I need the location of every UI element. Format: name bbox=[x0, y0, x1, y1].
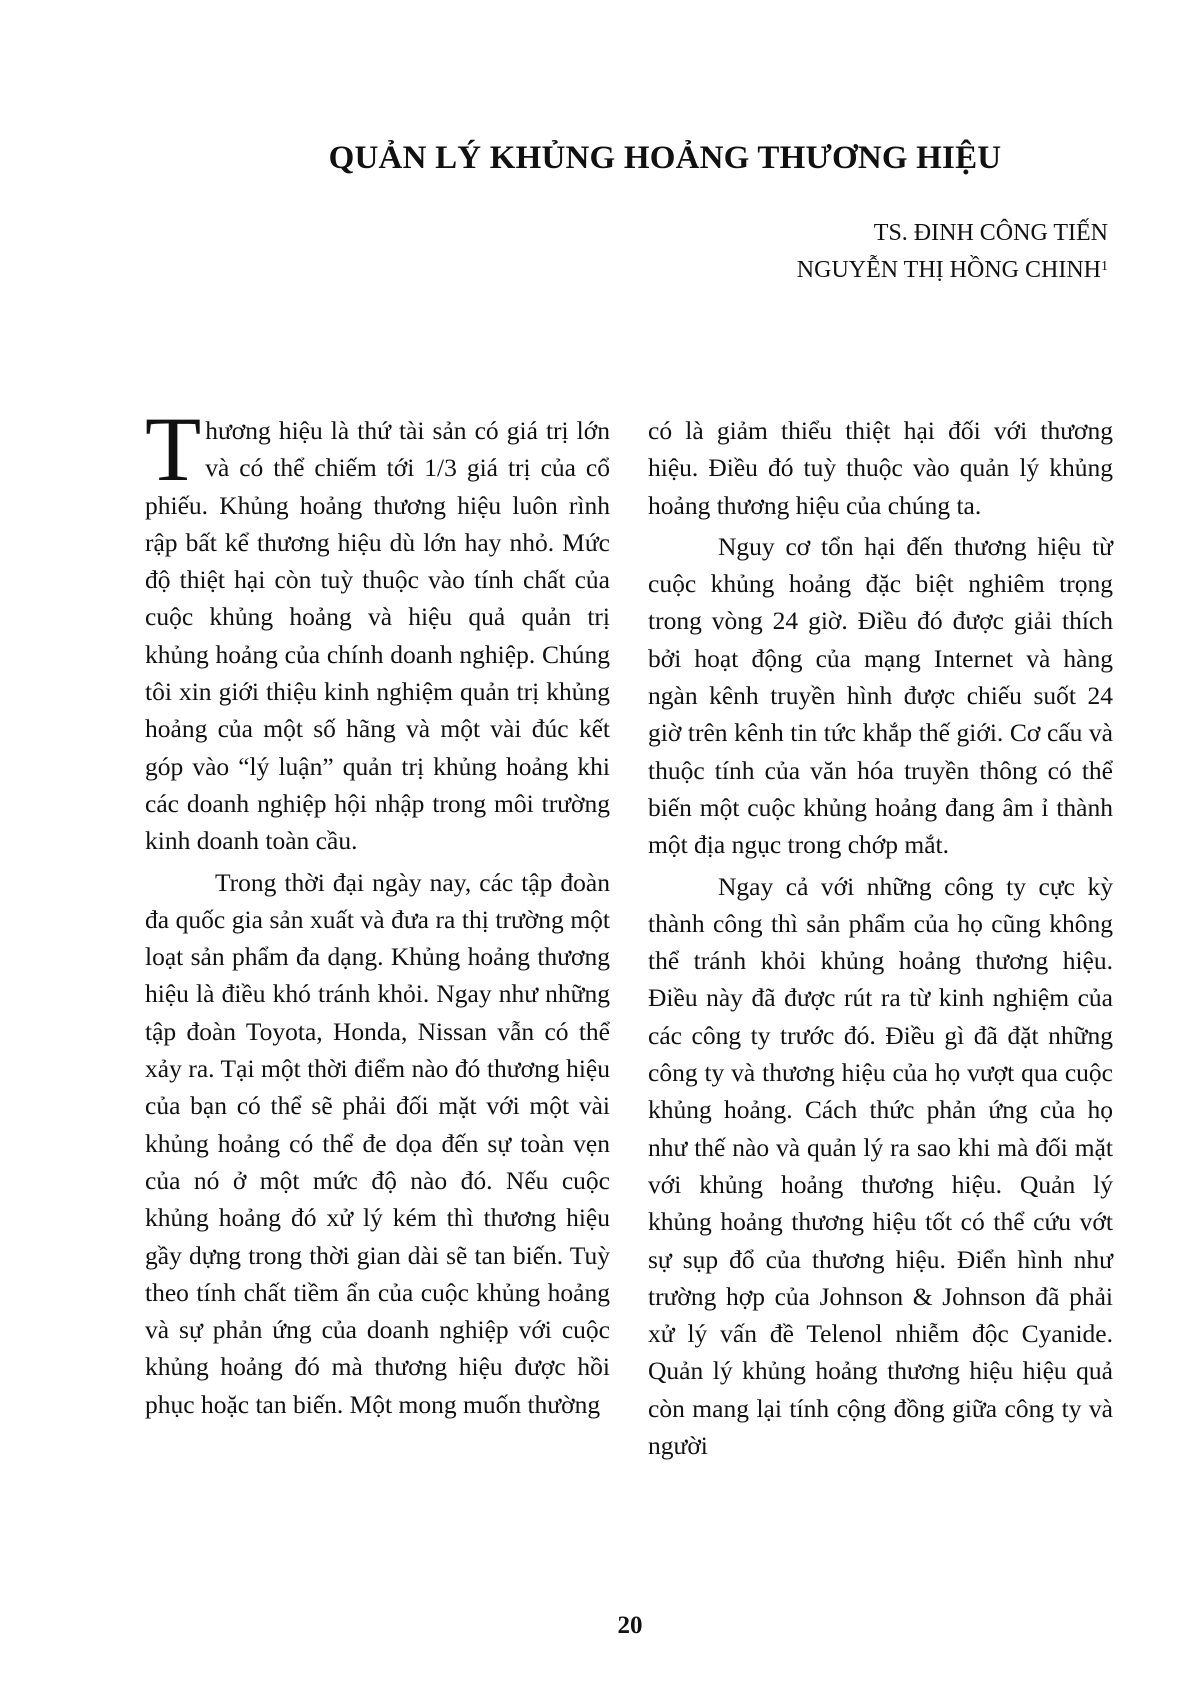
author-block bbox=[797, 215, 1108, 289]
author-name: NGUYỄN THỊ HỒNG CHINH bbox=[796, 257, 1101, 283]
drop-cap: T bbox=[145, 398, 202, 500]
page-number: 20 bbox=[617, 1612, 643, 1639]
paragraph bbox=[145, 398, 610, 860]
left-column bbox=[145, 398, 610, 1423]
paragraph: Nguy cơ tổn hại đến thương hiệu từ cuộc khủng hoảng đặc biệt nghiêm trọng trong vòng 24 giờ. Điều đó được giải thích bởi hoạt động của mạng Internet và hàng ngàn kênh truyền hình được chiếu suốt 24 giờ trên kênh tin tức khắp thế giới. Cơ cấu và thuộc tính của văn hóa truyền thông có thể biến một cuộc khủng hoảng đang âm ỉ thành một địa ngục trong chớp mắt. bbox=[648, 531, 1113, 860]
author-name: TS. ĐINH CÔNG TIẾN bbox=[873, 220, 1108, 246]
paragraph: có là giảm thiểu thiệt hại đối với thương hiệu. Điều đó tuỳ thuộc vào quản lý khủng hoảng thương hiệu của chúng ta. bbox=[648, 416, 1113, 520]
article-title: QUẢN LÝ KHỦNG HOẢNG THƯƠNG HIỆU bbox=[328, 140, 1002, 176]
author-line bbox=[797, 215, 1108, 252]
author-line bbox=[797, 252, 1108, 289]
paragraph: Ngay cả với những công ty cực kỳ thành công thì sản phẩm của họ cũng không thể tránh khỏi khủng hoảng thương hiệu. Điều này đã được rút ra từ kinh nghiệm của các công ty trước đó. Điều gì đã đặt những công ty và thương hiệu của họ vượt qua cuộc khủng hoảng. Cách thức phản ứng của họ như thế nào và quản lý ra sao khi mà đối mặt với khủng hoảng thương hiệu. Quản lý khủng hoảng thương hiệu tốt có thể cứu vớt sự sụp đổ của thương hiệu. Điển hình như trường hợp của Johnson & Johnson đã phải xử lý vấn đề Telenol nhiễm độc Cyanide. Quản lý khủng hoảng thương hiệu hiệu quả còn mang lại tính cộng đồng giữa công ty và người bbox=[648, 871, 1113, 1461]
footnote-marker: 1 bbox=[1101, 259, 1108, 274]
right-column bbox=[648, 412, 1113, 1464]
paragraph-text: hương hiệu là thứ tài sản có giá trị lớn và có thể chiếm tới 1/3 giá trị của cổ phiếu. Khủng hoảng thương hiệu luôn rình rập bất kể thương hiệu dù lớn hay nhỏ. Mức độ thiệt hại còn tuỳ thuộc vào tính chất của cuộc khủng hoảng và hiệu quả quản trị khủng hoảng của chính doanh nghiệp. Chúng tôi xin giới thiệu kinh nghiệm quản trị khủng hoảng của một số hãng và một vài đúc kết góp vào “lý luận” quản trị khủng hoảng khi các doanh nghiệp hội nhập trong môi trường kinh doanh toàn cầu. bbox=[145, 416, 610, 856]
paragraph: Trong thời đại ngày nay, các tập đoàn đa quốc gia sản xuất và đưa ra thị trường một loạt sản phẩm đa dạng. Khủng hoảng thương hiệu là điều khó tránh khỏi. Ngay như những tập đoàn Toyota, Honda, Nissan vẫn có thể xảy ra. Tại một thời điểm nào đó thương hiệu của bạn có thể sẽ phải đối mặt với một vài khủng hoảng có thể đe dọa đến sự toàn vẹn của nó ở một mức độ nào đó. Nếu cuộc khủng hoảng đó xử lý kém thì thương hiệu gầy dựng trong thời gian dài sẽ tan biến. Tuỳ theo tính chất tiềm ẩn của cuộc khủng hoảng và sự phản ứng của doanh nghiệp với cuộc khủng hoảng đó mà thương hiệu được hồi phục hoặc tan biến. Một mong muốn thường bbox=[145, 867, 610, 1419]
